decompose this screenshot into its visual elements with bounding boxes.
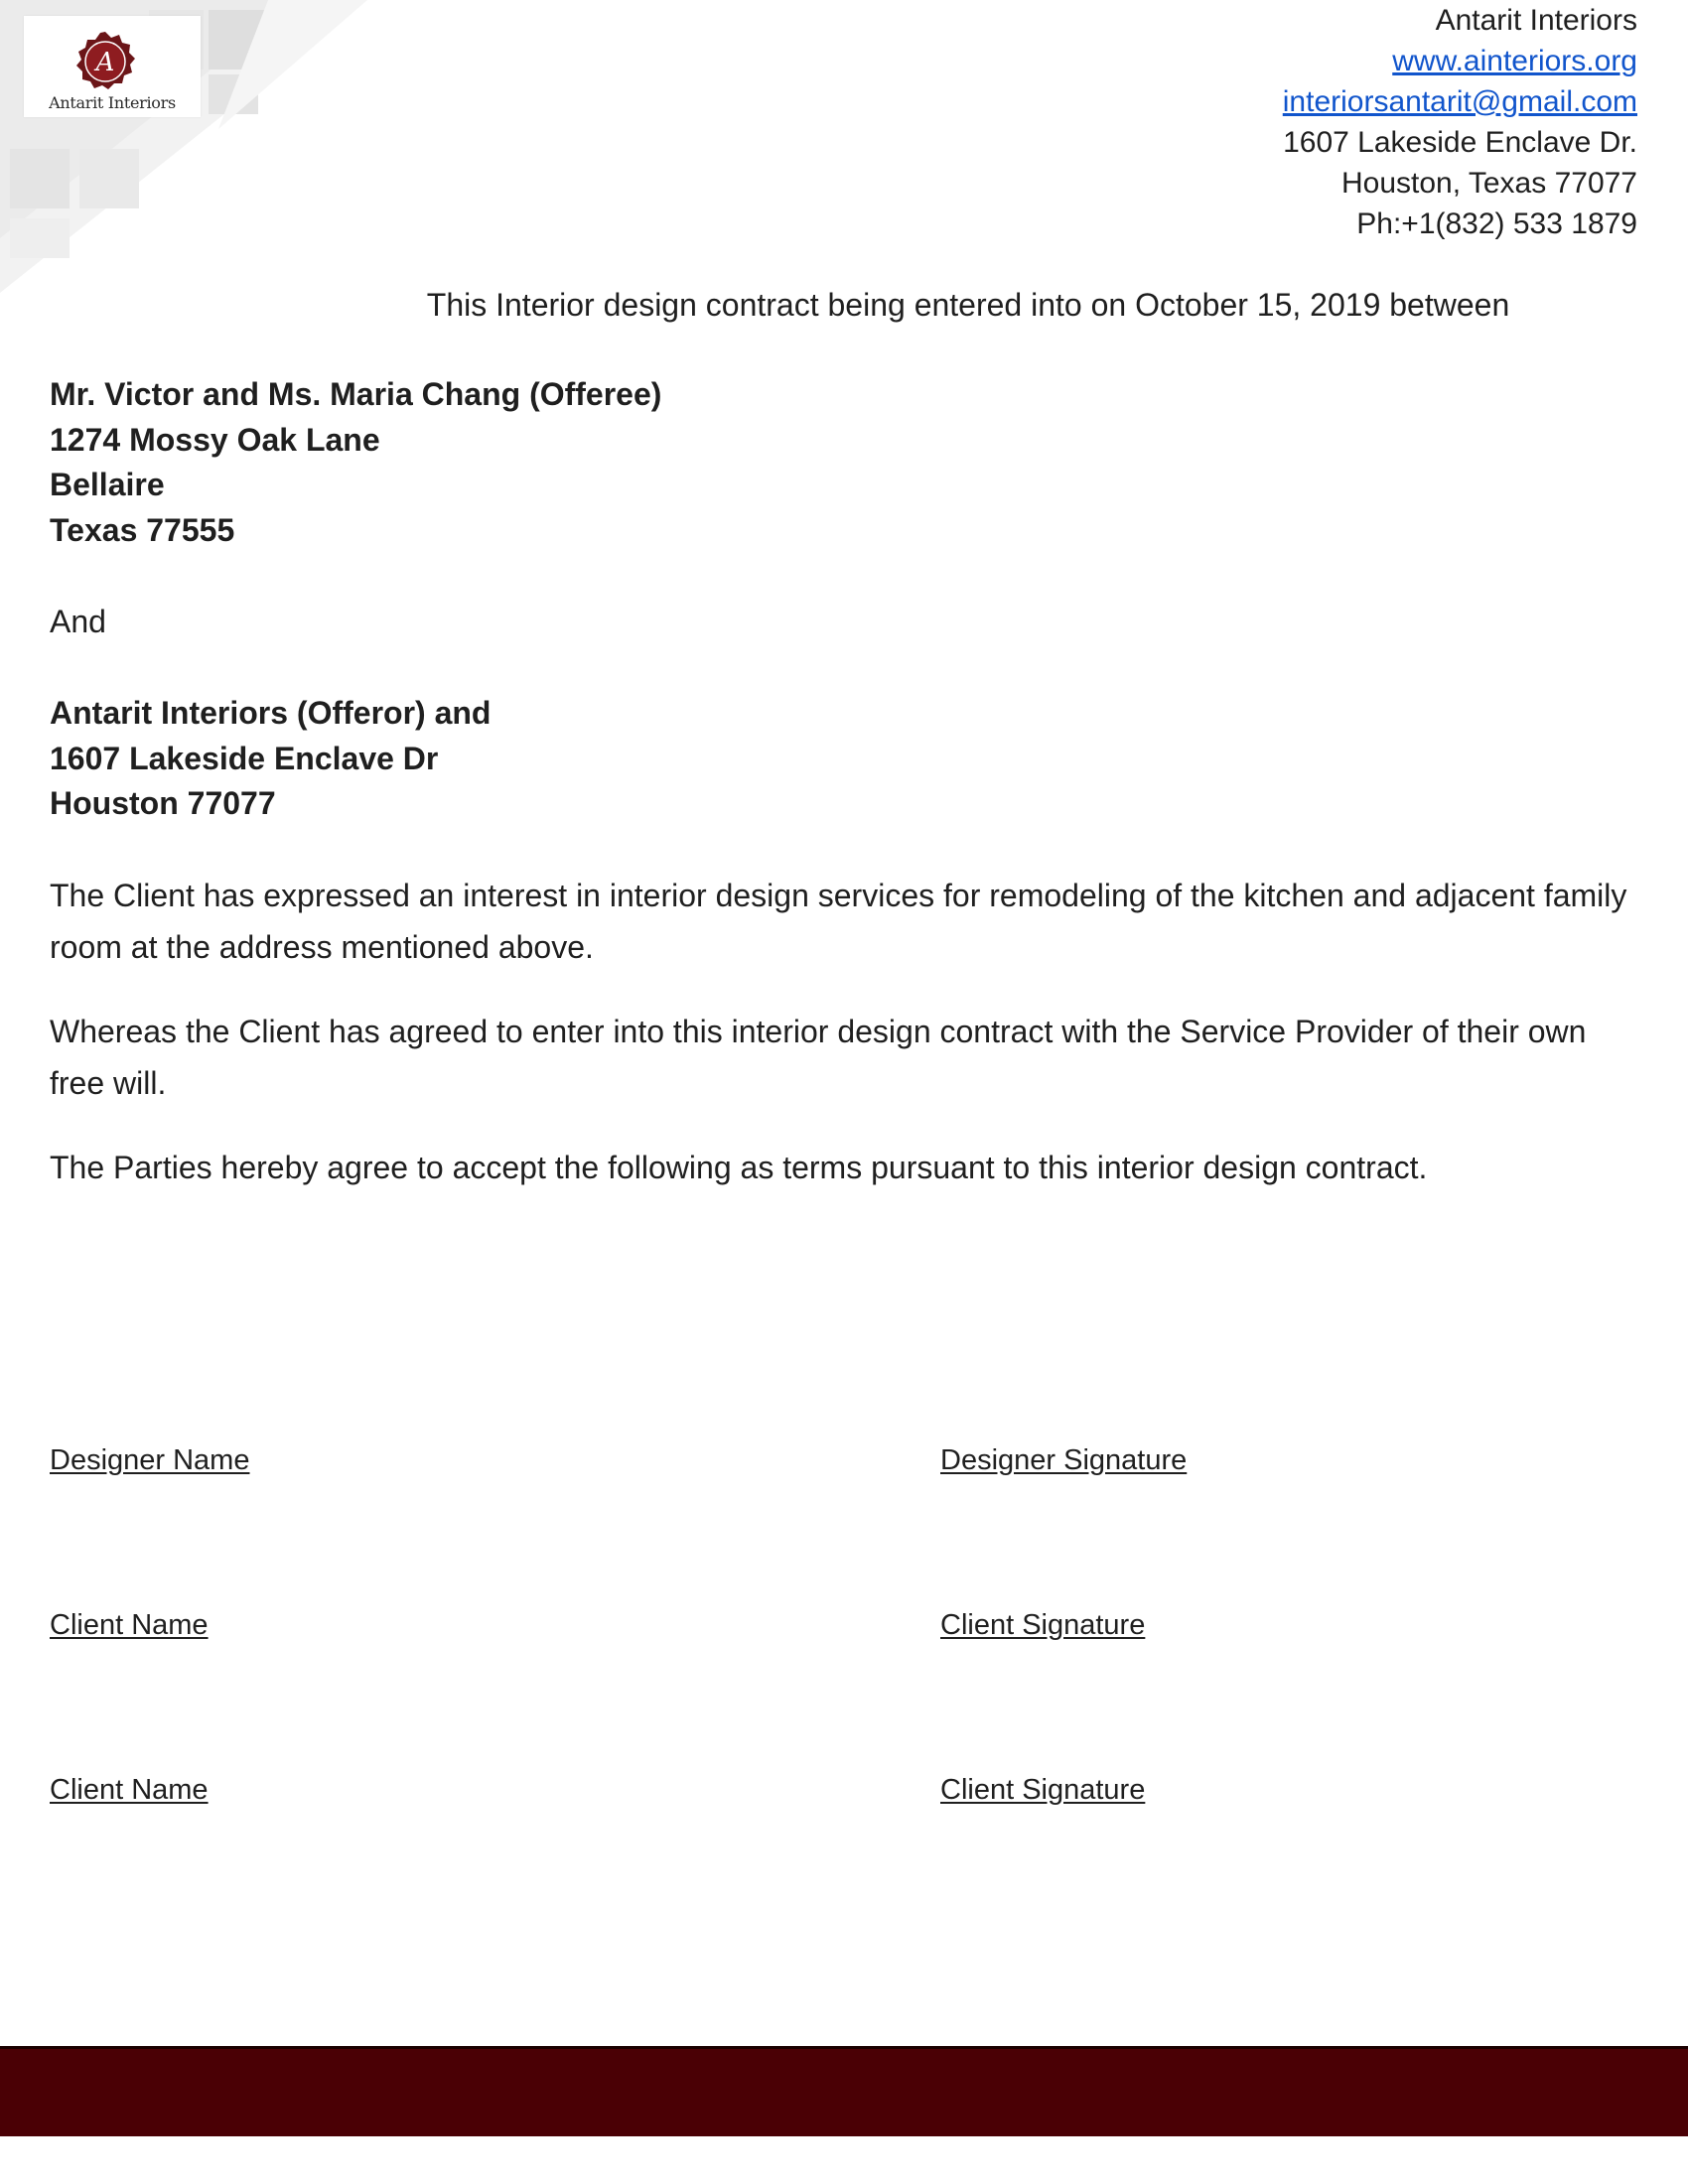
designer-signature-label: Designer Signature [940,1444,1188,1476]
company-logo [24,16,201,117]
offeror-street: 1607 Lakeside Enclave Dr [50,740,439,776]
designer-name-label: Designer Name [50,1444,250,1476]
offeree-state-zip: Texas 77555 [50,511,235,548]
footer-bar [0,2046,1688,2136]
logo-text: Antarit Interiors [49,93,176,112]
client-name-label-2: Client Name [50,1774,209,1806]
offeree-name: Mr. Victor and Ms. Maria Chang (Offeree) [50,376,662,412]
paragraph-client-interest: The Client has expressed an interest in interior design services for remodeling of the kitchen and adjacent family room at the address mentioned above. [50,878,1627,965]
offeree-street: 1274 Mossy Oak Lane [50,421,380,458]
address-line-1: 1607 Lakeside Enclave Dr. [1283,126,1637,159]
offeror-address [50,691,491,827]
client-signature-label-2: Client Signature [940,1774,1146,1806]
offeror-city-zip: Houston 77077 [50,785,276,821]
phone-number: Ph:+1(832) 533 1879 [1356,207,1637,240]
offeree-address [50,372,661,553]
company-name: Antarit Interiors [1435,4,1637,37]
client-signature-label: Client Signature [940,1609,1146,1641]
offeror-name: Antarit Interiors (Offeror) and [50,695,492,731]
logo-letter: A [95,48,115,77]
paragraph-terms: The Parties hereby agree to accept the following as terms pursuant to this interior design contract. [50,1150,1428,1185]
logo-badge-icon [73,30,137,93]
website-link[interactable]: www.ainteriors.org [1392,45,1637,77]
offeree-city: Bellaire [50,467,165,502]
contract-intro: This Interior design contract being entered into on October 15, 2019 between [426,287,1510,323]
conjunction-text: And [50,604,106,639]
address-line-2: Houston, Texas 77077 [1341,167,1637,200]
client-name-label: Client Name [50,1609,209,1641]
company-contact-block [1283,0,1637,244]
paragraph-whereas: Whereas the Client has agreed to enter into this interior design contract with the Service Provider of their own free will. [50,1014,1587,1101]
email-link[interactable]: interiorsantarit@gmail.com [1282,85,1637,118]
